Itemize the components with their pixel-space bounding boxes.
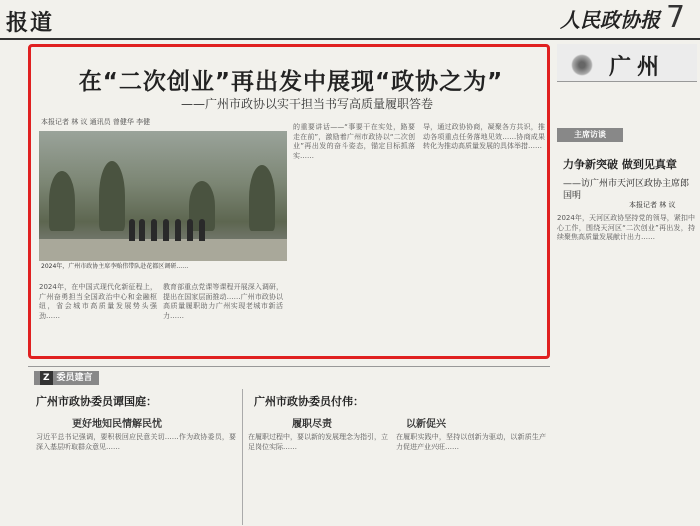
article-headline: 在“二次创业”再出发中展现“政协之为” xyxy=(78,69,504,95)
interview-title[interactable]: 力争新突破 做到见真章 xyxy=(563,158,677,171)
flower-emblem-icon xyxy=(571,54,593,76)
story-text: 习近平总书记强调，要积极回应民意关切……作为政协委员，要深入基层听取群众意见…… xyxy=(36,433,236,451)
photo-caption: 2024年，广州市政协主席李贻伟带队赴花都区调研…… xyxy=(41,263,189,270)
article-photo xyxy=(39,131,287,261)
story-subtitle: 以新促兴 xyxy=(406,419,446,430)
article-text-column: 教育部重点党课等课程开展深入调研，提出在国家层面推动……广州市政协以高质量履职助力广州实现老城市新活力…… xyxy=(163,283,283,320)
interview-text: 2024年，天河区政协坚持党的领导，紧扣中心工作，围绕天河区“二次创业”再出发，持续聚焦高质量发展献计出力…… xyxy=(557,214,695,241)
story-text: 在履职过程中，要以新的发展理念为指引，立足岗位实际…… xyxy=(248,433,388,451)
city-name: 广州 xyxy=(609,55,666,80)
story-subtitle: 履职尽责 xyxy=(292,419,332,430)
section-label xyxy=(34,371,99,385)
article-text-column: 2024年，在中国式现代化新征程上，广州奋勇担当全国政治中心和金融枢纽，省会城市高质量发展势头强劲…… xyxy=(39,283,157,320)
section-label: 报道 xyxy=(6,11,55,36)
section-label-text: 委员建言 xyxy=(56,373,93,383)
page-content xyxy=(0,44,700,526)
story-subtitle: 更好地知民情解民忧 xyxy=(72,419,162,430)
article-text-column: 的重要讲话——“事要干在实处，路要走在前”，激励着广州市政协以“二次创业”再出发的奋斗姿态，锚定目标抓落实…… xyxy=(293,123,415,160)
label-mark: Z xyxy=(40,371,53,385)
interview-label: 主席访谈 xyxy=(557,128,623,142)
article-byline: 本报记者 林 议 通讯员 曾健华 李健 xyxy=(41,118,151,126)
interview-subtitle: ——访广州市天河区政协主席郎国明 xyxy=(563,179,690,201)
story-title[interactable]: 广州市政协委员付伟： xyxy=(254,395,364,408)
member-suggestions-section xyxy=(28,366,550,526)
interview-byline: 本报记者 林 议 xyxy=(629,201,676,209)
page-header xyxy=(0,0,700,40)
side-column xyxy=(557,44,697,526)
page-number: 7 xyxy=(666,0,686,35)
article-text-column: 导，通过政协协商，凝聚各方共识，推动各项重点任务落地见效……协商成果转化为推动高质量发展的具体举措…… xyxy=(423,123,545,150)
city-banner xyxy=(557,44,697,82)
column-divider xyxy=(242,389,243,525)
highlighted-feature-article[interactable] xyxy=(28,44,550,359)
article-subhead: ——广州市政协以实干担当书写高质量履职答卷 xyxy=(181,97,434,111)
newspaper-masthead: 人民政协报 xyxy=(560,8,660,32)
story-title[interactable]: 广州市政协委员谭国庭： xyxy=(36,395,157,408)
story-text: 在履职实践中，坚持以创新为驱动，以新质生产力促进产业兴旺…… xyxy=(396,433,546,451)
